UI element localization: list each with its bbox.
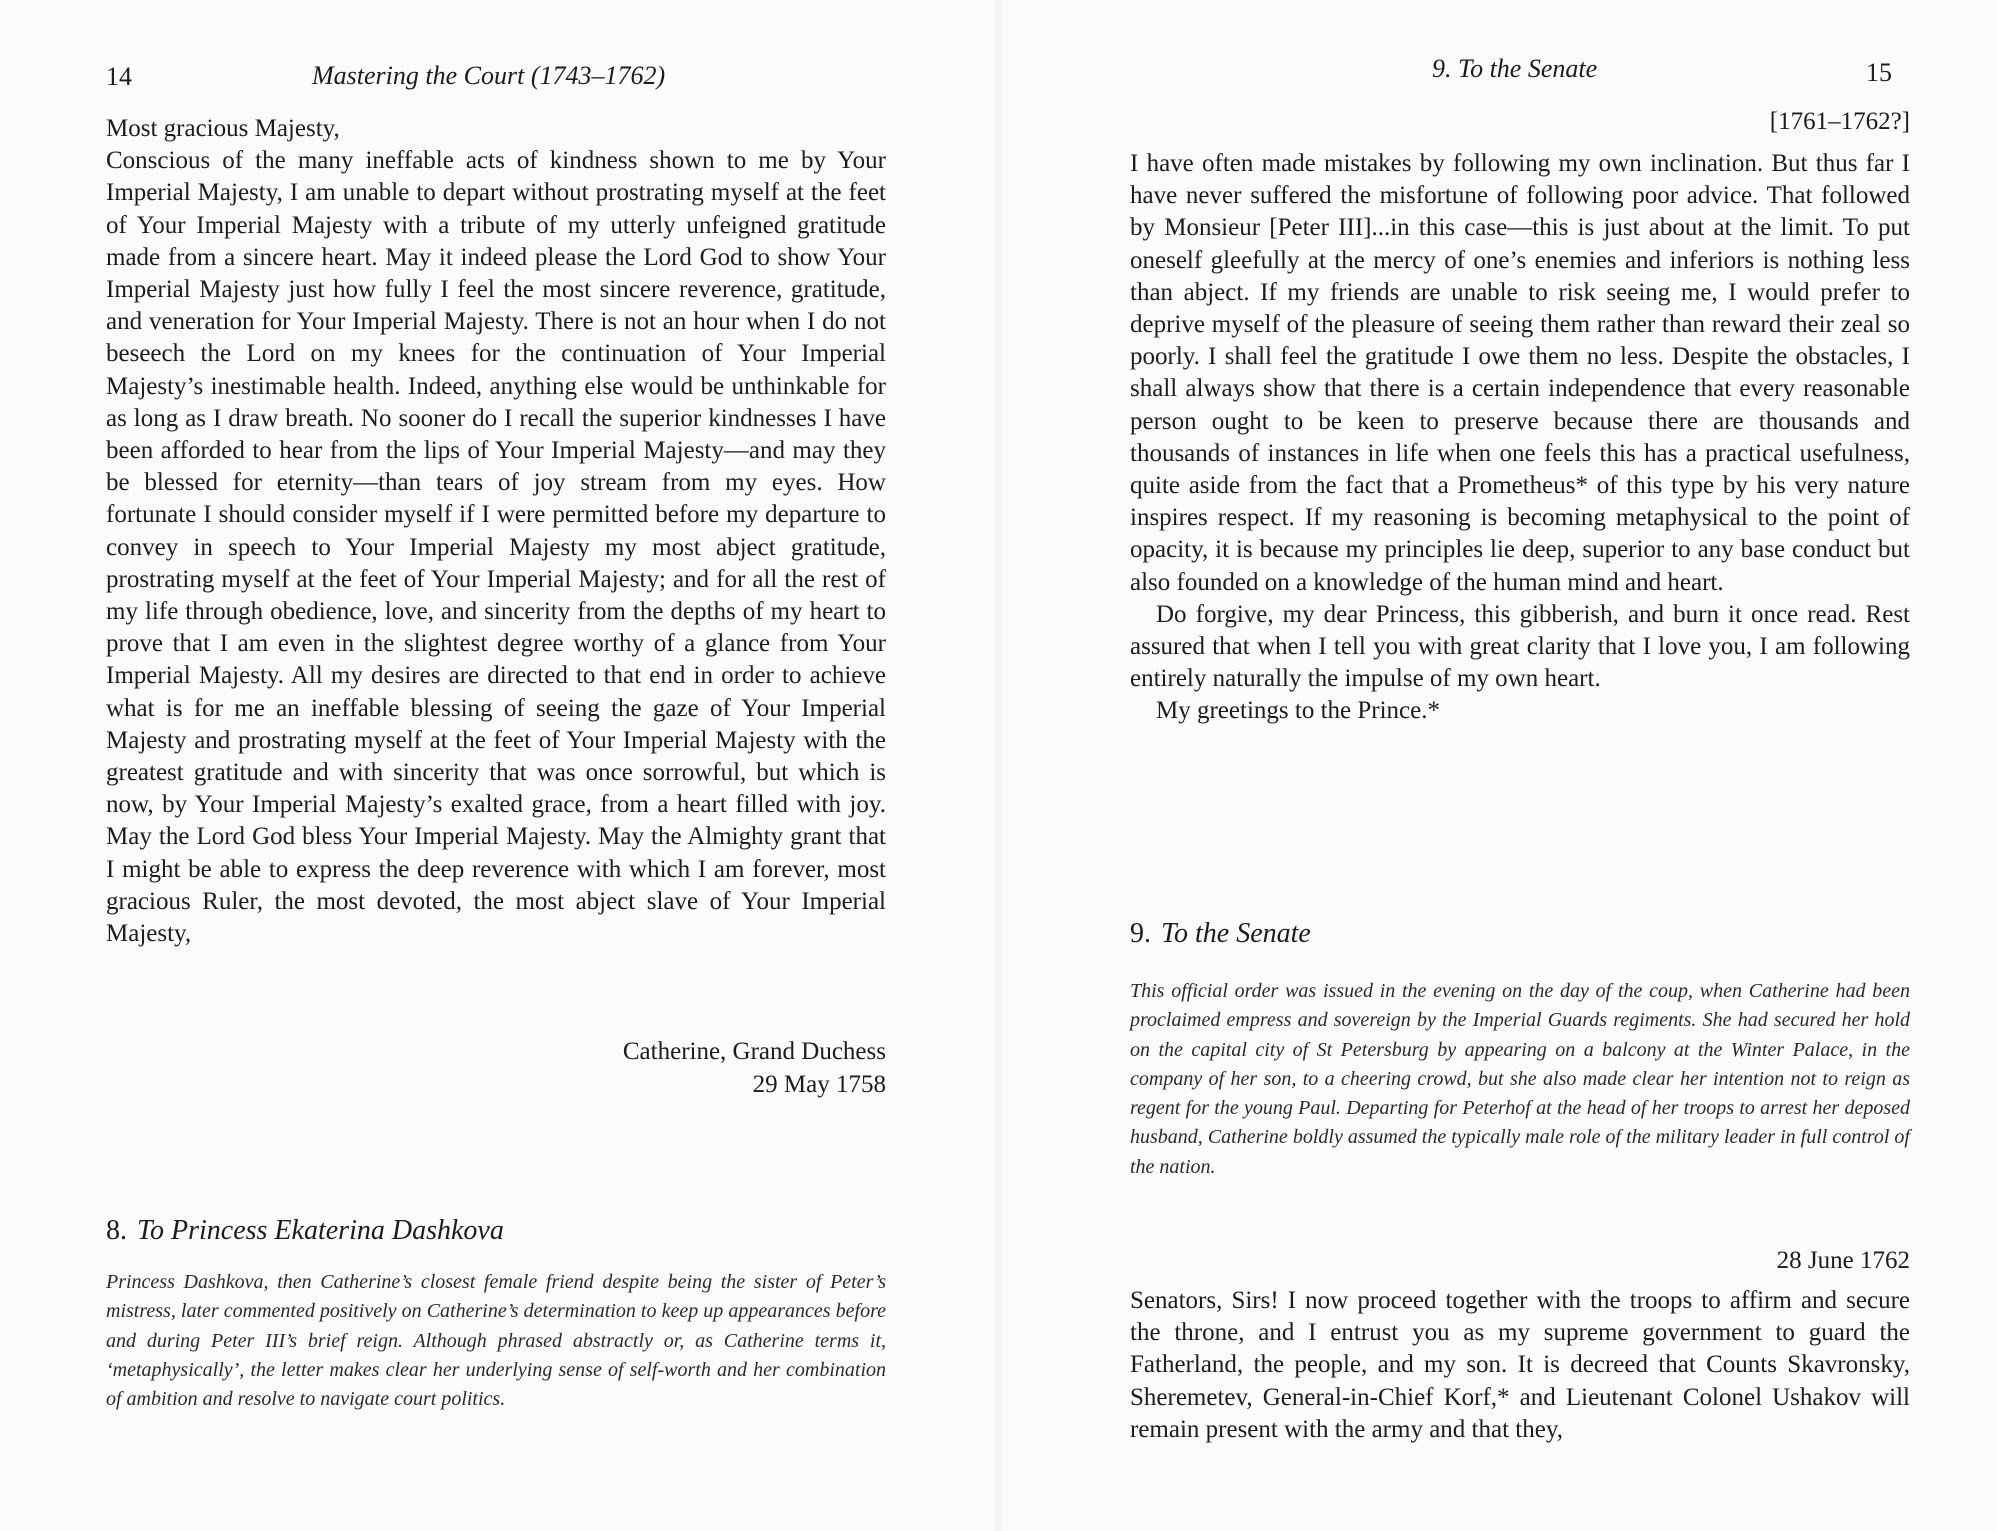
letter-8-date: [1761–1762?] [1769,108,1910,135]
section-title: To the Senate [1161,918,1311,949]
page-number-right: 15 [1866,58,1892,87]
section-9-introduction [1130,977,1910,1182]
section-8-introduction [106,1268,886,1414]
page-number-left: 14 [106,62,132,91]
section-number: 8. [106,1215,127,1246]
letter-salutation: Most gracious Majesty, [106,115,340,142]
section-heading-8 [106,1215,504,1247]
order-date: 28 June 1762 [1776,1247,1910,1274]
section-heading-9 [1130,918,1311,950]
letter-date: 29 May 1758 [752,1070,886,1098]
order-paragraph: Senators, Sirs! I now proceed together with the troops to affirm and secure the throne, and I entrust you as my supreme government to guard the Fatherland, the people, and my son. It is decreed that Counts Skavronsky, Sheremetev, General-in-Chief Korf,* and Lieutenant Colonel Ushakov will remain present with the army and that they, [1130,1287,1910,1443]
senate-order-body [1130,1285,1910,1446]
running-head-left: Mastering the Court (1743–1762) [312,61,666,90]
letter-signature-block [560,1036,886,1101]
intro-paragraph: This official order was issued in the evening on the day of the coup, when Catherine had been proclaimed empress and sovereign by the Imperial Guards regiments. She had secured her hold on the capital city of St Petersburg by appearing on a balcony at the Winter Palace, in the company of her son, to a cheering crowd, but she also made clear her intention not to reign as regent for the young Paul. Departing for Peterhof at the head of her troops to arrest her deposed husband, Catherine boldly assumed the typically male role of the military leader in full control of the nation. [1130,980,1910,1178]
letter-paragraph: I have often made mistakes by following my own inclination. But thus far I have never suffered the misfortune of following poor advice. That followed by Monsieur [Peter III]...in this case—this is just about at the limit. To put oneself gleefully at the mercy of one’s enemies and inferiors is nothing less than abject. If my friends are unable to risk seeing me, I would prefer to deprive myself of the pleasure of seeing them rather than reward their zeal so poorly. I shall feel the gratitude I owe them no less. Despite the obstacles, I shall always show that there is a certain independence that every reasonable person ought to be keen to preserve because there are thousands and thousands of instances in life when one feels this has a practical usefulness, quite aside from the fact that a Prometheus* of this type by his very nature inspires respect. If my reasoning is becoming metaphysical to the point of opacity, it is because my principles lie deep, superior to any base conduct but also founded on a knowledge of the human mind and heart. [1130,150,1910,596]
letter-7-body [106,113,886,950]
letter-8-body [1130,148,1910,728]
letter-closing: My greetings to the Prince.* [1156,697,1440,725]
letter-paragraph: Do forgive, my dear Princess, this gibberish, and burn it once read. Rest assured that when I tell you with great clarity that I love you, I am following entirely naturally the impulse of my own heart. [1130,600,1910,693]
left-page [0,0,998,1531]
section-number: 9. [1130,918,1151,949]
right-page [998,0,1997,1531]
signature: Catherine, Grand Duchess [622,1038,886,1065]
running-head-right: 9. To the Senate [1432,54,1598,83]
letter-paragraph: Conscious of the many ineffable acts of kindness shown to me by Your Imperial Majesty, I am unable to depart without prostrating myself at the feet of Your Imperial Majesty with a tribute of my utterly unfeigned gratitude made from a sincere heart. May it indeed please the Lord God to show Your Imperial Majesty just how fully I feel the most sincere reverence, gratitude, and veneration for Your Imperial Majesty. There is not an hour when I do not beseech the Lord on my knees for the continuation of Your Imperial Majesty’s inestimable health. Indeed, anything else would be unthinkable for as long as I draw breath. No sooner do I recall the superior kindnesses I have been afforded to hear from the lips of Your Imperial Majesty—and may they be blessed for eternity—than tears of joy stream from my eyes. How fortunate I should consider myself if I were permitted before my departure to convey in speech to Your Imperial Majesty my most abject gratitude, prostrating myself at the feet of Your Imperial Majesty; and for all the rest of my life through obedience, love, and sincerity from the depths of my heart to prove that I am even in the slightest degree worthy of a glance from Your Imperial Majesty. All my desires are directed to that end in order to achieve what is for me an ineffable blessing of seeing the gaze of Your Imperial Majesty and prostrating myself at the feet of Your Imperial Majesty with the greatest gratitude and with sincerity that was once sorrowful, but which is now, by Your Imperial Majesty’s exalted grace, from a heart filled with joy. May the Lord God bless Your Imperial Majesty. May the Almighty grant that I might be able to express the deep reverence with which I am forever, most gracious Ruler, the most devoted, the most abject slave of Your Imperial Majesty, [106,147,886,948]
intro-paragraph: Princess Dashkova, then Catherine’s closest female friend despite being the sister of Peter’s mistress, later commented positively on Catherine’s determination to keep up appearances before and during Peter III’s brief reign. Although phrased abstractly or, as Catherine terms it, ‘metaphysically’, the letter makes clear her underlying sense of self-worth and her combination of ambition and resolve to navigate court politics. [106,1271,886,1411]
section-title: To Princess Ekaterina Dashkova [137,1215,504,1246]
